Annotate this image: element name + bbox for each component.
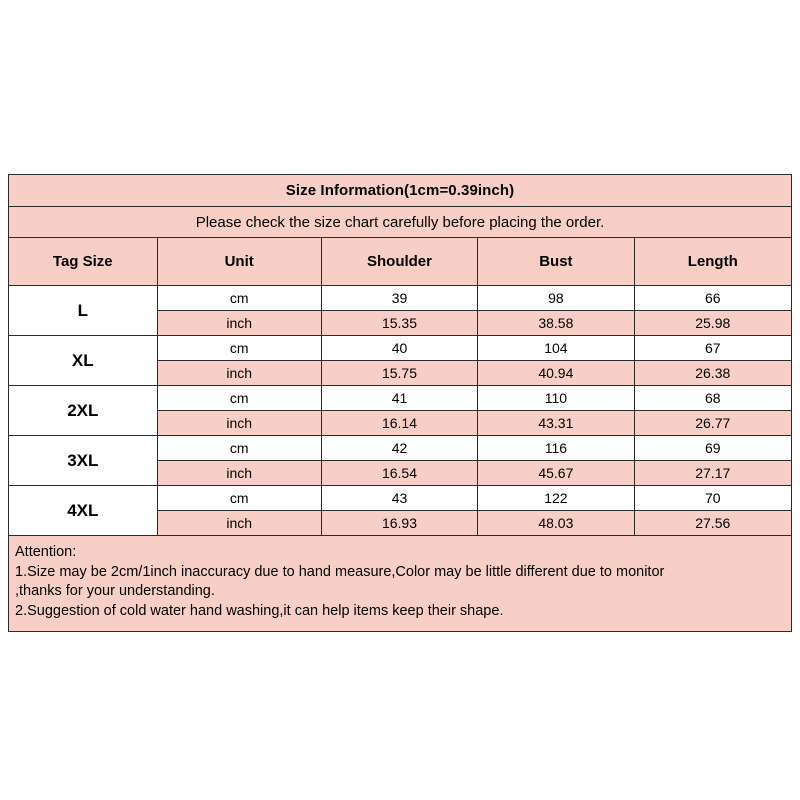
note-line-2: 2.Suggestion of cold water hand washing,it can help items keep their shape. (15, 602, 504, 619)
table-row (9, 336, 791, 386)
bust-value-inch: 45.67 (478, 461, 634, 486)
length-value-inch: 25.98 (635, 311, 791, 336)
shoulder-value-cm: 39 (322, 286, 478, 311)
size-chart-table (8, 174, 792, 632)
length-value-inch: 27.56 (635, 511, 791, 536)
bust-value-inch: 43.31 (478, 411, 634, 436)
bust-value-inch: 48.03 (478, 511, 634, 536)
column-header-bust: Bust (478, 238, 634, 286)
unit-row-inch (158, 511, 791, 536)
table-row (9, 386, 791, 436)
unit-label-cm: cm (158, 386, 322, 411)
length-value-inch: 27.17 (635, 461, 791, 486)
length-value-cm: 68 (635, 386, 791, 411)
table-title-row (9, 175, 791, 207)
unit-label-inch: inch (158, 361, 322, 386)
unit-label-cm: cm (158, 436, 322, 461)
unit-label-inch: inch (158, 311, 322, 336)
unit-row-cm (158, 436, 791, 461)
tag-size-cell: 4XL (9, 486, 158, 536)
shoulder-value-inch: 16.54 (322, 461, 478, 486)
length-value-cm: 67 (635, 336, 791, 361)
table-row (9, 486, 791, 536)
unit-label-inch: inch (158, 511, 322, 536)
unit-row-cm (158, 286, 791, 311)
tag-size-cell: 3XL (9, 436, 158, 486)
unit-row-inch (158, 311, 791, 336)
unit-row-inch (158, 411, 791, 436)
bust-value-cm: 116 (478, 436, 634, 461)
unit-label-inch: inch (158, 411, 322, 436)
length-value-cm: 66 (635, 286, 791, 311)
length-value-cm: 69 (635, 436, 791, 461)
shoulder-value-inch: 15.75 (322, 361, 478, 386)
column-header-shoulder: Shoulder (322, 238, 478, 286)
table-header-row (9, 238, 791, 286)
shoulder-value-inch: 15.35 (322, 311, 478, 336)
unit-row-cm (158, 386, 791, 411)
shoulder-value-inch: 16.14 (322, 411, 478, 436)
column-header-length: Length (635, 238, 791, 286)
tag-size-cell: XL (9, 336, 158, 386)
shoulder-value-cm: 43 (322, 486, 478, 511)
length-value-inch: 26.38 (635, 361, 791, 386)
shoulder-value-cm: 42 (322, 436, 478, 461)
note-line-1-cont: ,thanks for your understanding. (15, 583, 215, 600)
shoulder-value-inch: 16.93 (322, 511, 478, 536)
unit-label-cm: cm (158, 286, 322, 311)
bust-value-inch: 38.58 (478, 311, 634, 336)
bust-value-cm: 104 (478, 336, 634, 361)
bust-value-cm: 110 (478, 386, 634, 411)
unit-label-cm: cm (158, 486, 322, 511)
unit-row-inch (158, 361, 791, 386)
table-subtitle: Please check the size chart carefully before placing the order. (9, 207, 791, 238)
table-row (9, 436, 791, 486)
unit-row-cm (158, 336, 791, 361)
length-value-inch: 26.77 (635, 411, 791, 436)
unit-label-inch: inch (158, 461, 322, 486)
bust-value-cm: 98 (478, 286, 634, 311)
tag-size-cell: L (9, 286, 158, 336)
unit-label-cm: cm (158, 336, 322, 361)
note-line-heading: Attention: (15, 544, 77, 560)
unit-row-cm (158, 486, 791, 511)
column-header-tag-size: Tag Size (9, 238, 158, 286)
unit-row-inch (158, 461, 791, 486)
table-title: Size Information(1cm=0.39inch) (9, 175, 791, 207)
attention-notes (9, 536, 791, 631)
shoulder-value-cm: 40 (322, 336, 478, 361)
note-line-1: 1.Size may be 2cm/1inch inaccuracy due to hand measure,Color may be little different due to monitor (15, 563, 665, 580)
column-header-unit: Unit (158, 238, 322, 286)
length-value-cm: 70 (635, 486, 791, 511)
tag-size-cell: 2XL (9, 386, 158, 436)
table-subtitle-row (9, 207, 791, 238)
table-row (9, 286, 791, 336)
shoulder-value-cm: 41 (322, 386, 478, 411)
bust-value-cm: 122 (478, 486, 634, 511)
bust-value-inch: 40.94 (478, 361, 634, 386)
